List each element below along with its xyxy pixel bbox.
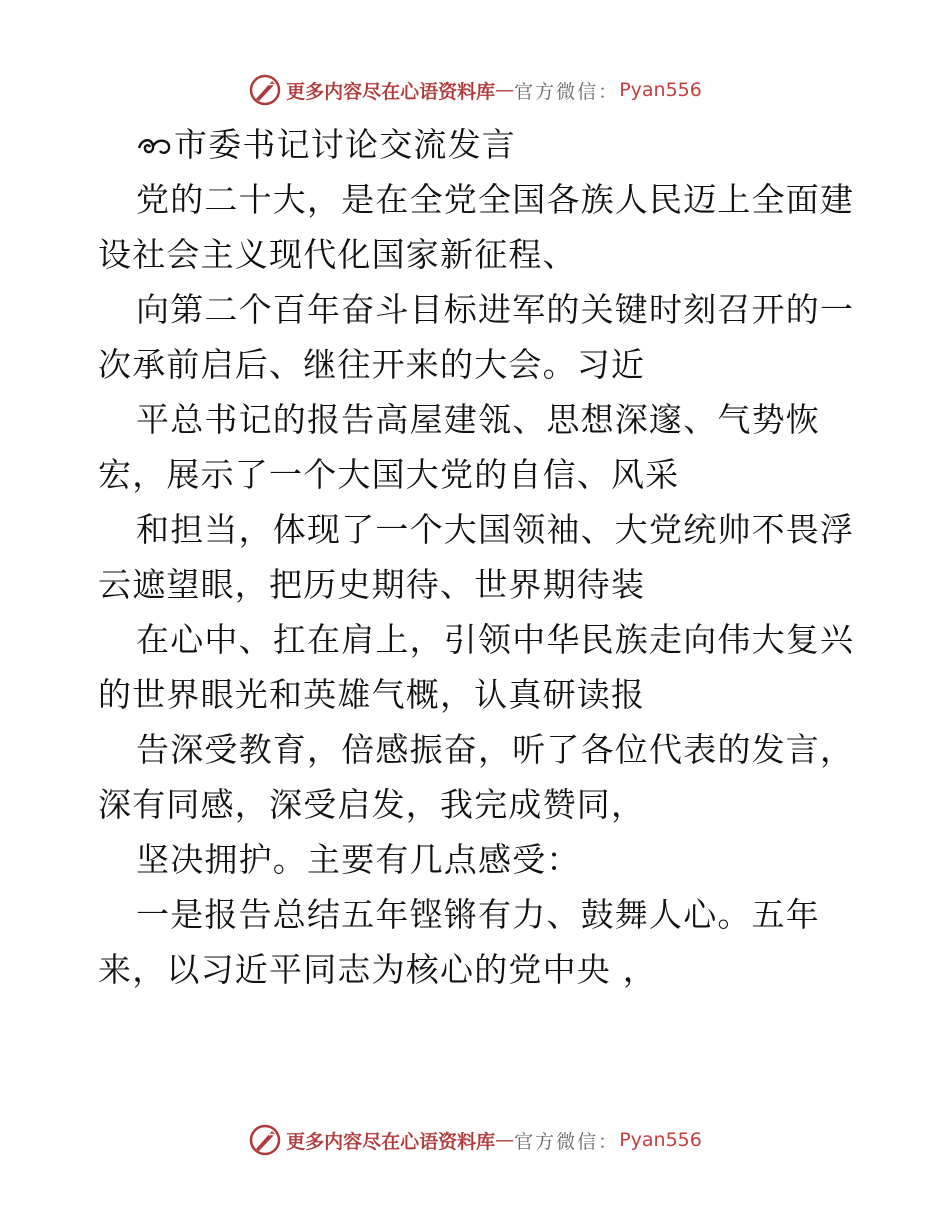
paragraph-line: 云遮望眼，把历史期待、世界期待装 — [98, 565, 646, 604]
watermark-separator: — — [495, 79, 515, 101]
watermark-wechat-id: Pyan556 — [619, 79, 702, 101]
footer-watermark — [0, 1120, 950, 1160]
paragraph-line: 告深受教育，倍感振奋，听了各位代表的发言， — [136, 730, 855, 769]
paragraph-line: 深有同感，深受启发，我完成赞同， — [98, 785, 646, 824]
paragraph-line: 宏，展示了一个大国大党的自信、风采 — [98, 455, 680, 494]
watermark-wechat-id: Pyan556 — [619, 1129, 702, 1151]
document-body — [98, 117, 888, 997]
watermark-main-text: 更多内容尽在心语资料库 — [286, 80, 496, 103]
watermark-main-text: 更多内容尽在心语资料库 — [286, 1130, 496, 1153]
paragraph-line: 平总书记的报告高屋建瓴、思想深邃、气势恢 — [136, 400, 820, 439]
document-title-text: 市委书记讨论交流发言 — [174, 125, 516, 164]
watermark-separator: — — [495, 1129, 515, 1151]
paragraph-line: 向第二个百年奋斗目标进军的关键时刻召开的一 — [136, 290, 855, 329]
paragraph-line: 的世界眼光和英雄气概，认真研读报 — [98, 675, 646, 714]
paragraph-line: 在心中、扛在肩上，引领中华民族走向伟大复兴 — [136, 620, 855, 659]
paragraph-line: 和担当，体现了一个大国领袖、大党统帅不畏浮 — [136, 510, 855, 549]
watermark-wechat-label: 官方微信： — [514, 80, 620, 103]
paragraph-line: 次承前启后、继往开来的大会。习近 — [98, 345, 646, 384]
paragraph-line: 一是报告总结五年铿锵有力、鼓舞人心。五年 — [136, 895, 820, 934]
paragraph-line: 设社会主义现代化国家新征程、 — [98, 235, 577, 274]
header-watermark — [0, 70, 950, 110]
watermark-wechat-label: 官方微信： — [514, 1130, 620, 1153]
paragraph-line: 来，以习近平同志为核心的党中央 ， — [98, 950, 657, 989]
paragraph-line: 坚决拥护。主要有几点感受： — [136, 840, 581, 879]
document-title — [98, 117, 888, 172]
paragraph-line: 党的二十大，是在全党全国各族人民迈上全面建 — [136, 180, 855, 219]
quill-seal-icon — [248, 1123, 282, 1157]
ornament-swirl-icon — [136, 134, 172, 158]
quill-seal-icon — [248, 73, 282, 107]
